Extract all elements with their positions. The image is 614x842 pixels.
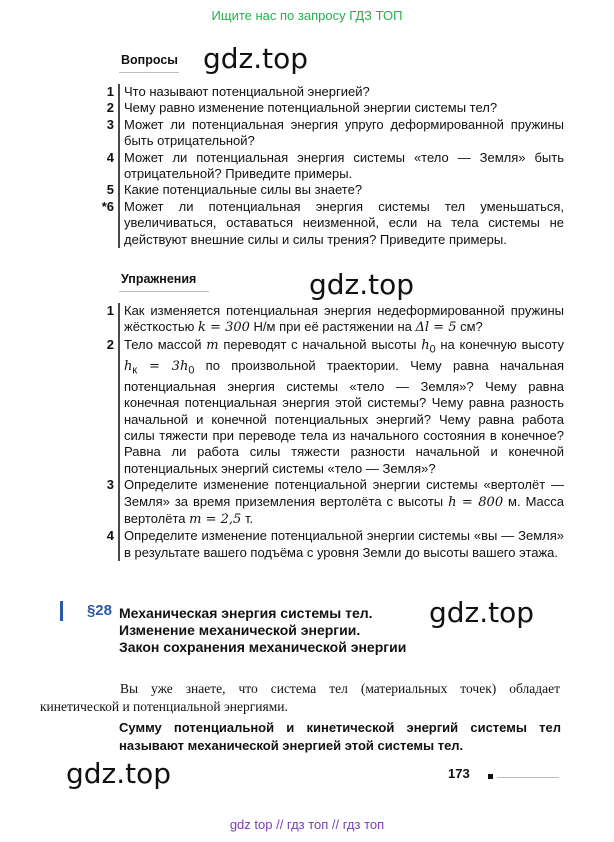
exercise-text (124, 477, 564, 528)
text-run: на конечную высоту (435, 336, 564, 352)
questions-rule (119, 72, 179, 73)
question-marker (118, 150, 120, 183)
formula: h (179, 358, 189, 374)
question-marker (118, 100, 120, 116)
exercise-item (88, 477, 564, 528)
section-title-line: Механическая энергия системы тел. (119, 605, 373, 621)
text-run: переводят с начальной высоты (218, 336, 422, 352)
formula: Δl = 5 (415, 320, 457, 336)
question-text: Что называют потенциальной энергией? (124, 84, 370, 99)
section-number-badge (60, 601, 115, 621)
formula: h = 800 (448, 494, 504, 510)
exercise-text (124, 337, 564, 477)
question-item (88, 182, 564, 198)
question-number: 5 (106, 182, 114, 198)
questions-heading: Вопросы (121, 53, 178, 67)
question-text: Может ли потенциальная энергия системы «тело — Земля» быть отрицательной? Приведите примеры. (124, 149, 564, 182)
text-run: т. (241, 511, 254, 527)
exercise-marker (118, 303, 120, 337)
exercise-text (124, 303, 564, 337)
question-number: 3 (106, 116, 114, 132)
exercise-marker (118, 528, 120, 561)
text-run: м. Масса вертолёта (124, 493, 564, 527)
question-number: *6 (101, 198, 114, 214)
section-number: §28 (86, 602, 112, 619)
question-marker (118, 182, 120, 198)
exercise-item (88, 337, 564, 477)
question-text: Какие потенциальные силы вы знаете? (124, 182, 363, 198)
exercise-number: 4 (106, 528, 114, 544)
text-run: см? (456, 319, 483, 335)
question-marker (118, 117, 120, 150)
question-marker (118, 199, 120, 248)
watermark: gdz.top (66, 757, 172, 790)
text-run: Тело массой (124, 336, 207, 352)
exercises-rule (119, 291, 209, 292)
formula: = 3 (137, 358, 180, 374)
formula: k = 300 (198, 320, 250, 336)
question-item (88, 199, 564, 248)
exercise-number: 3 (106, 477, 114, 493)
question-marker (118, 84, 120, 100)
exercise-number: 1 (106, 303, 114, 318)
section-title (119, 605, 561, 656)
exercise-item (88, 528, 564, 561)
question-number: 1 (106, 84, 114, 99)
question-number: 4 (106, 149, 114, 165)
page-marker (488, 774, 493, 779)
text-run: Как изменяется потенциальная энергия недеформированной пружины жёсткостью (124, 303, 564, 335)
definition-paragraph: Сумму потенциальной и кинетической энергий системы тел называют механической энергией этой системы тел. (119, 720, 561, 753)
watermark: gdz.top (429, 596, 535, 629)
subscript: 0 (188, 364, 195, 377)
page-number: 173 (448, 766, 470, 781)
question-item (88, 100, 564, 116)
question-item (88, 84, 564, 100)
exercises-heading: Упражнения (121, 272, 197, 286)
subscript: к (132, 364, 138, 377)
watermark: gdz.top (309, 268, 415, 301)
text-run: Н/м при её растяжении на (249, 319, 416, 335)
formula: h (421, 337, 430, 353)
question-item (88, 117, 564, 150)
text-run: Определите изменение потенциальной энергии системы «вертолёт — Земля» за время приземления вертолёта с высоты (124, 477, 564, 509)
question-text: Может ли потенциальная энергия системы тел уменьшаться, увеличиваться, оставаться неизменной, если на тела системы не действуют внешние силы и силы трения? Приведите примеры. (124, 198, 564, 247)
section-title-line: Изменение механической энергии. (119, 622, 361, 638)
question-text: Чему равно изменение потенциальной энергии системы тел? (124, 100, 498, 116)
subscript: 0 (429, 343, 436, 356)
question-text: Может ли потенциальная энергия упруго деформированной пружины быть отрицательной? (124, 116, 564, 149)
section-title-line: Закон сохранения механической энергии (119, 639, 407, 655)
exercise-text: Определите изменение потенциальной энергии системы «вы — Земля» в результате вашего подъёма с уровня Земли до высоты вашего этажа. (124, 528, 564, 560)
text-run: по произвольной траектории. Чему равна начальная потенциальная энергия системы «тело — Земля»? Чему равна конечная потенциальная энергия этой системы? Чему равна разность начальной и конечной потенциальных энергий? Чему равна работа силы тяжести при переводе тела из начального состояния в конечное? Равна ли работа силы тяжести разности начальной и конечной потенциальных энергий системы «тело — Земля»? (124, 357, 564, 476)
formula: h (124, 358, 133, 374)
watermark: gdz.top (203, 42, 309, 75)
page-rule (497, 777, 559, 778)
questions-list (88, 84, 564, 248)
footer-note: gdz top // гдз топ // гдз топ (229, 817, 385, 832)
intro-paragraph: Вы уже знаете, что система тел (материальных точек) обладает кинетической и потенциальной энергиями. (40, 681, 560, 714)
exercise-marker (118, 337, 120, 477)
formula: m (206, 337, 219, 353)
exercises-list (88, 303, 564, 561)
exercise-marker (118, 477, 120, 528)
question-number: 2 (106, 100, 114, 116)
exercise-item (88, 303, 564, 337)
exercise-number: 2 (106, 336, 114, 352)
formula: m = 2,5 (189, 512, 242, 528)
header-note: Ищите нас по запросу ГДЗ ТОП (211, 8, 403, 23)
question-item (88, 150, 564, 183)
